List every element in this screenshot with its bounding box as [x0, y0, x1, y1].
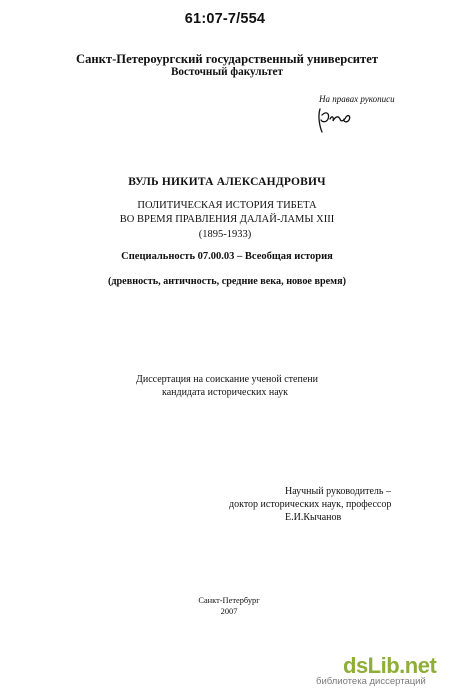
rights-note: На правах рукописи: [319, 94, 395, 104]
title-line-2: ВО ВРЕМЯ ПРАВЛЕНИЯ ДАЛАЙ-ЛАМЫ XIII: [119, 214, 335, 225]
supervisor-degree: доктор исторических наук, профессор: [229, 499, 392, 510]
specialty: Специальность 07.00.03 – Всеобщая история: [121, 251, 333, 262]
title-years: (1895-1933): [198, 229, 252, 240]
author-name: ВУЛЬ НИКИТА АЛЕКСАНДРОВИЧ: [128, 176, 326, 188]
supervisor-role: Научный руководитель –: [285, 486, 391, 497]
dissertation-line-1: Диссертация на соискание ученой степени: [136, 374, 318, 385]
author-signature: [316, 105, 356, 135]
year: 2007: [220, 607, 238, 616]
dissertation-line-2: кандидата исторических наук: [161, 387, 289, 398]
watermark-caption: библиотека диссертаций: [316, 676, 426, 687]
catalog-code: 61:07-7/554: [184, 11, 266, 27]
title-line-1: ПОЛИТИЧЕСКАЯ ИСТОРИЯ ТИБЕТА: [137, 200, 317, 211]
city: Санкт-Петербург: [198, 596, 260, 605]
specialty-periods: (древность, античность, средние века, новое время): [107, 276, 347, 287]
university-name: Санкт-Петероургский государственный университет: [75, 52, 379, 66]
supervisor-name: Е.И.Кычанов: [285, 512, 342, 523]
faculty-name: Восточный факультет: [170, 66, 284, 78]
watermark-logo: dsLib.net: [343, 653, 437, 678]
